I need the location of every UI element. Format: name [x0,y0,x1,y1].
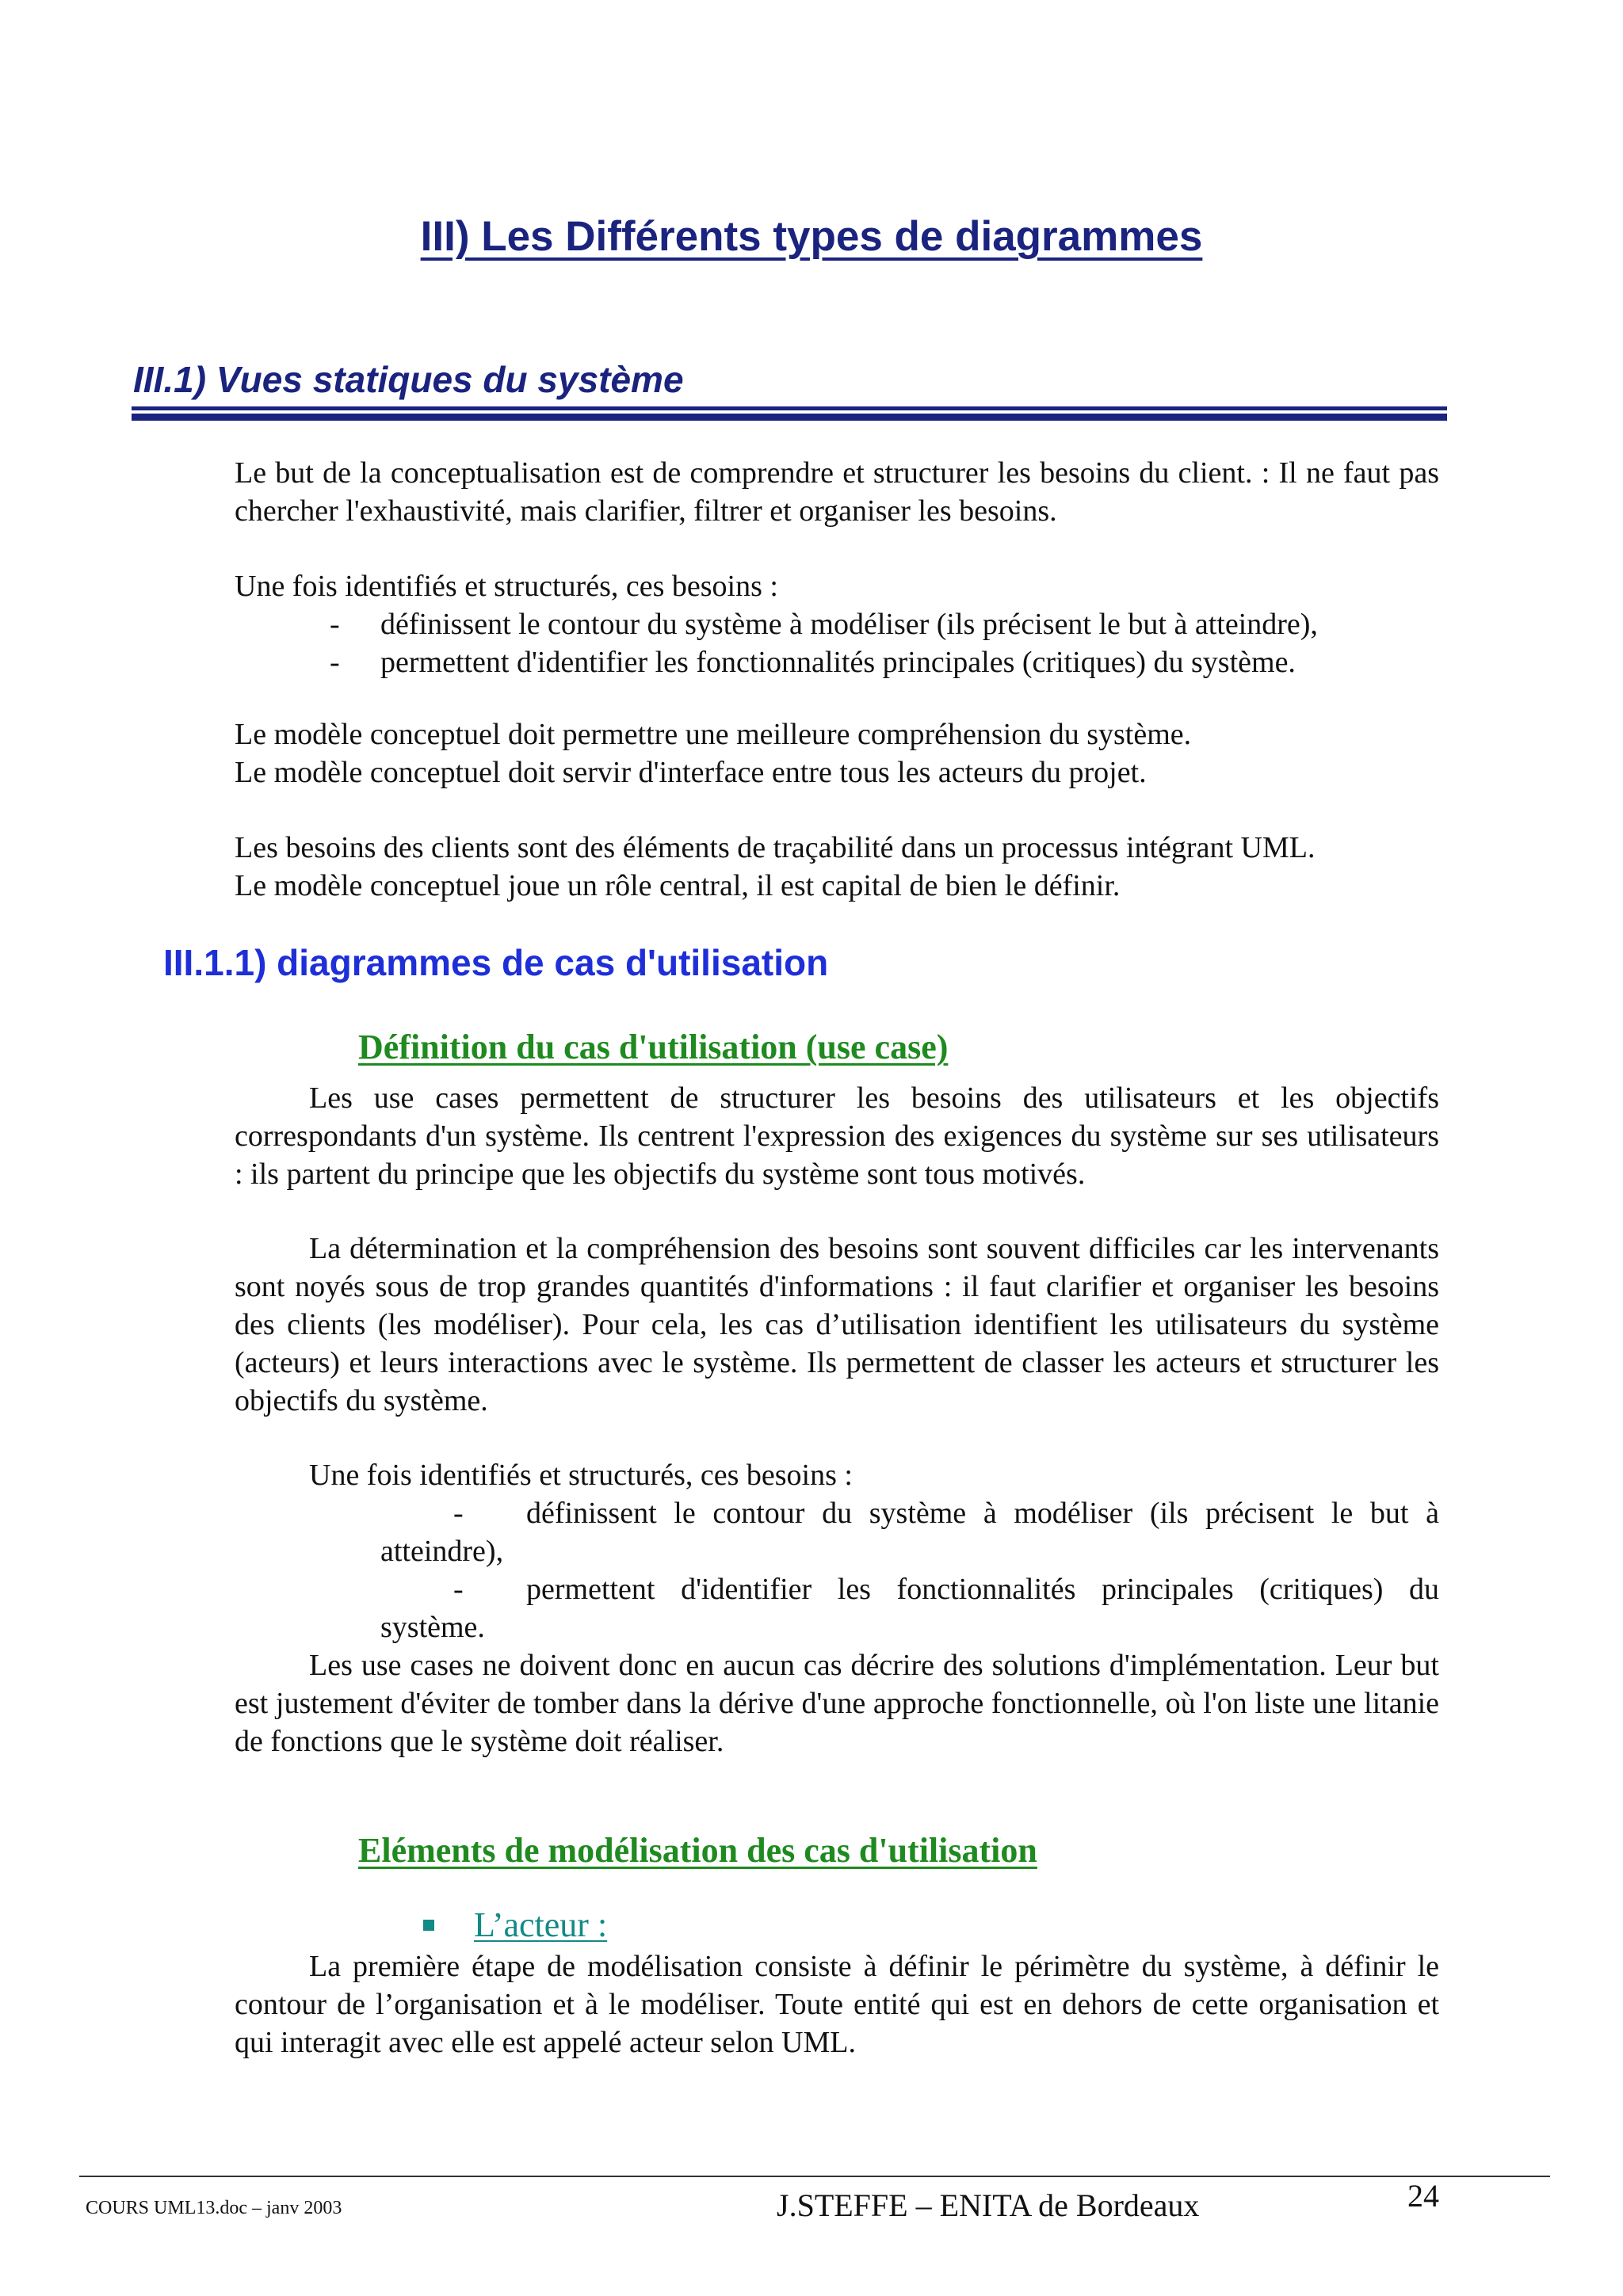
footer-document-name: COURS UML13.doc – janv 2003 [86,2198,342,2218]
definition-heading: Définition du cas d'utilisation (use case) [358,1028,949,1066]
list-item: - permettent d'identifier les fonctionnalités principales (critiques) du système. [330,646,1296,679]
section-paragraph-1: Le but de la conceptualisation est de comprendre et structurer les besoins du client. : Il ne faut pas chercher l'exhaustivité, mais clarifier, filtrer et organiser les besoins. [235,456,1439,528]
section-heading: III.1) Vues statiques du système [133,359,684,400]
needs-intro: Une fois identifiés et structurés, ces besoins : [235,570,778,603]
section-needs-list [235,567,1439,681]
list-item: - définissent le contour du système à modéliser (ils précisent le but à atteindre), [380,1497,1439,1568]
section-rule [132,406,1447,410]
section-rule-thick [132,414,1447,421]
section-paragraph-2: Le modèle conceptuel doit permettre une meilleure compréhension du système. Le modèle conceptuel doit servir d'interface entre tous les acteurs du projet. [235,718,1192,789]
list-item: - permettent d'identifier les fonctionnalités principales (critiques) du système. [380,1573,1439,1644]
list-item: - définissent le contour du système à modéliser (ils précisent le but à atteindre), [330,608,1318,641]
subsection-heading: III.1.1) diagrammes de cas d'utilisation [163,942,829,983]
footer-author: J.STEFFE – ENITA de Bordeaux [777,2187,1200,2223]
acteur-label: L’acteur : [474,1905,608,1944]
acteur-paragraph: La première étape de modélisation consiste à définir le périmètre du système, à définir le contour de l’organisation et à le modéliser. Toute entité qui est en dehors de cette organisation et qui interagit avec elle est appelé acteur selon UML. [235,1950,1439,2059]
section-paragraph-3: Les besoins des clients sont des éléments de traçabilité dans un processus intégrant UML. Le modèle conceptuel joue un rôle central, il est capital de bien le définir. [235,831,1316,902]
footer-rule [79,2176,1550,2177]
needs-intro: Une fois identifiés et structurés, ces besoins : [309,1459,853,1492]
square-bullet-icon [423,1920,434,1931]
definition-paragraph-1: Les use cases permettent de structurer les besoins des utilisateurs et les objectifs correspondants d'un système. Ils centrent l'expression des exigences du système sur ses utilisateurs : ils partent du principe que les objectifs du système sont tous motivés. [235,1081,1439,1191]
definition-needs-list [235,1456,1439,1760]
acteur-item [423,1905,607,1945]
page-number: 24 [1407,2178,1439,2214]
elements-heading: Eléments de modélisation des cas d'utilisation [358,1831,1037,1870]
definition-paragraph-3: Les use cases ne doivent donc en aucun cas décrire des solutions d'implémentation. Leur but est justement d'éviter de tomber dans la dérive d'une approche fonctionnelle, où l'on liste une litanie de fonctions que le système doit réaliser. [235,1649,1439,1758]
page-title: III) Les Différents types de diagrammes [420,213,1203,260]
definition-paragraph-2: La détermination et la compréhension des besoins sont souvent difficiles car les intervenants sont noyés sous de trop grandes quantités d'informations : il faut clarifier et organiser les besoins des clients (les modéliser). Pour cela, les cas d’utilisation identifient les utilisateurs du système (acteurs) et leurs interactions avec le système. Ils permettent de classer les acteurs et structurer les objectifs du système. [235,1232,1439,1417]
